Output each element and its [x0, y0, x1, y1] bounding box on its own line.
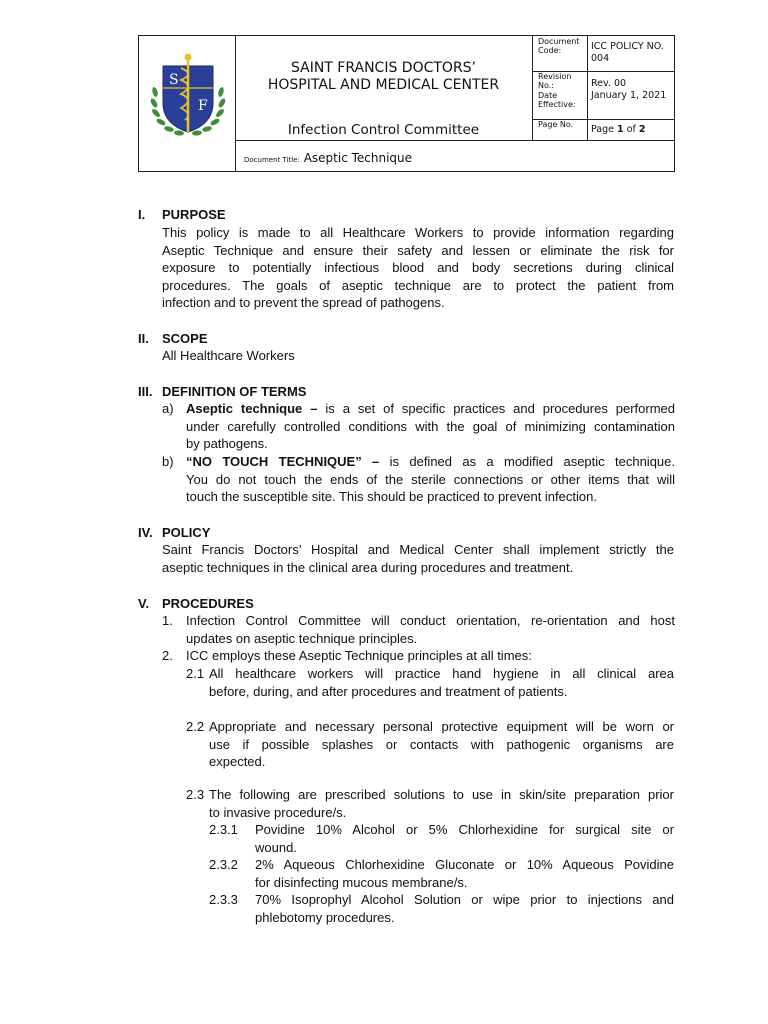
page-no-label: Page No. [538, 120, 574, 129]
procedure-item-2-3-1: 2.3.1 Povidine 10% Alcohol or 5% Chlorhexidine for surgical site or wound. [209, 822, 674, 855]
doc-code-value: ICC POLICY NO. 004 [591, 41, 664, 64]
date-effective-label: Date Effective: [538, 91, 576, 109]
hospital-logo [147, 48, 229, 138]
definition-no-touch-technique: b) “NO TOUCH TECHNIQUE” – is defined as a modified aseptic technique. You do not touch the ends of the sterile connections or other items that will touch the susceptible site. This should be practiced to prevent infection. [162, 454, 675, 505]
procedure-item-2-3: 2.3 The following are prescribed solutions to use in skin/site preparation prior to invasive procedure/s. [186, 787, 674, 820]
section-procedures-heading: V. PROCEDURES [138, 596, 254, 611]
doc-code-label: Document Code: [538, 37, 580, 55]
section-policy-heading: IV. POLICY [138, 525, 211, 540]
logo-letter-f: F [198, 98, 208, 114]
document-title-label: Document Title: [244, 156, 300, 164]
procedure-item-1: 1. Infection Control Committee will conduct orientation, re-orientation and host updates on aseptic technique principles. [162, 613, 675, 646]
revision-value: Rev. 00 [591, 78, 627, 89]
procedure-item-2: 2. ICC employs these Aseptic Technique principles at all times: [162, 648, 532, 663]
section-scope-heading: II. SCOPE [138, 331, 208, 346]
purpose-paragraph: This policy is made to all Healthcare Workers to provide information regarding Aseptic Technique and ensure their safety and lessen or eliminate the risk for exposure to potentially infectious blood and body secretions during clinical procedures. The goals of aseptic technique are to protect the patient from infection and to prevent the spread of pathogens. [162, 225, 674, 311]
document-title-value: Aseptic Technique [303, 151, 413, 165]
document-header-table [138, 35, 675, 172]
header-divider [235, 36, 236, 171]
section-purpose-heading: I. PURPOSE [138, 207, 226, 222]
hospital-name-line2: HOSPITAL AND MEDICAL CENTER [267, 77, 500, 93]
logo-letter-s: S [169, 72, 179, 88]
page-number: Page 1 of 2 [591, 124, 646, 135]
hospital-name-line1: SAINT FRANCIS DOCTORS’ [290, 60, 477, 76]
date-effective-value: January 1, 2021 [591, 90, 667, 101]
term-aseptic-technique: Aseptic technique – [186, 401, 318, 416]
term-no-touch-technique: “NO TOUCH TECHNIQUE” – [186, 454, 380, 469]
committee-name: Infection Control Committee [287, 122, 480, 138]
section-definitions-heading: III. DEFINITION OF TERMS [138, 384, 307, 399]
document-title [244, 149, 412, 169]
header-divider [532, 36, 533, 141]
hospital-name [236, 60, 531, 94]
procedure-item-2-3-3: 2.3.3 70% Isoprophyl Alcohol Solution or wipe prior to injections and phlebotomy procedures. [209, 892, 674, 925]
definition-aseptic-technique: a) Aseptic technique – is a set of specific practices and procedures performed under carefully controlled conditions with the goal of minimizing contamination by pathogens. [162, 401, 675, 452]
revision-label: Revision No.: [538, 72, 572, 90]
policy-paragraph: Saint Francis Doctors’ Hospital and Medical Center shall implement strictly the aseptic techniques in the clinical area during procedures and treatment. [162, 542, 674, 575]
procedure-item-2-3-2: 2.3.2 2% Aqueous Chlorhexidine Gluconate or 10% Aqueous Povidine for disinfecting mucous membrane/s. [209, 857, 674, 890]
scope-text: All Healthcare Workers [162, 348, 295, 363]
header-divider [235, 140, 674, 141]
procedure-item-2-1: 2.1 All healthcare workers will practice hand hygiene in all clinical area before, during, and after procedures and treatment of patients. [186, 666, 674, 699]
procedure-item-2-2: 2.2 Appropriate and necessary personal protective equipment will be worn or use if possible splashes or contacts with pathogenic organisms are expected. [186, 719, 674, 770]
